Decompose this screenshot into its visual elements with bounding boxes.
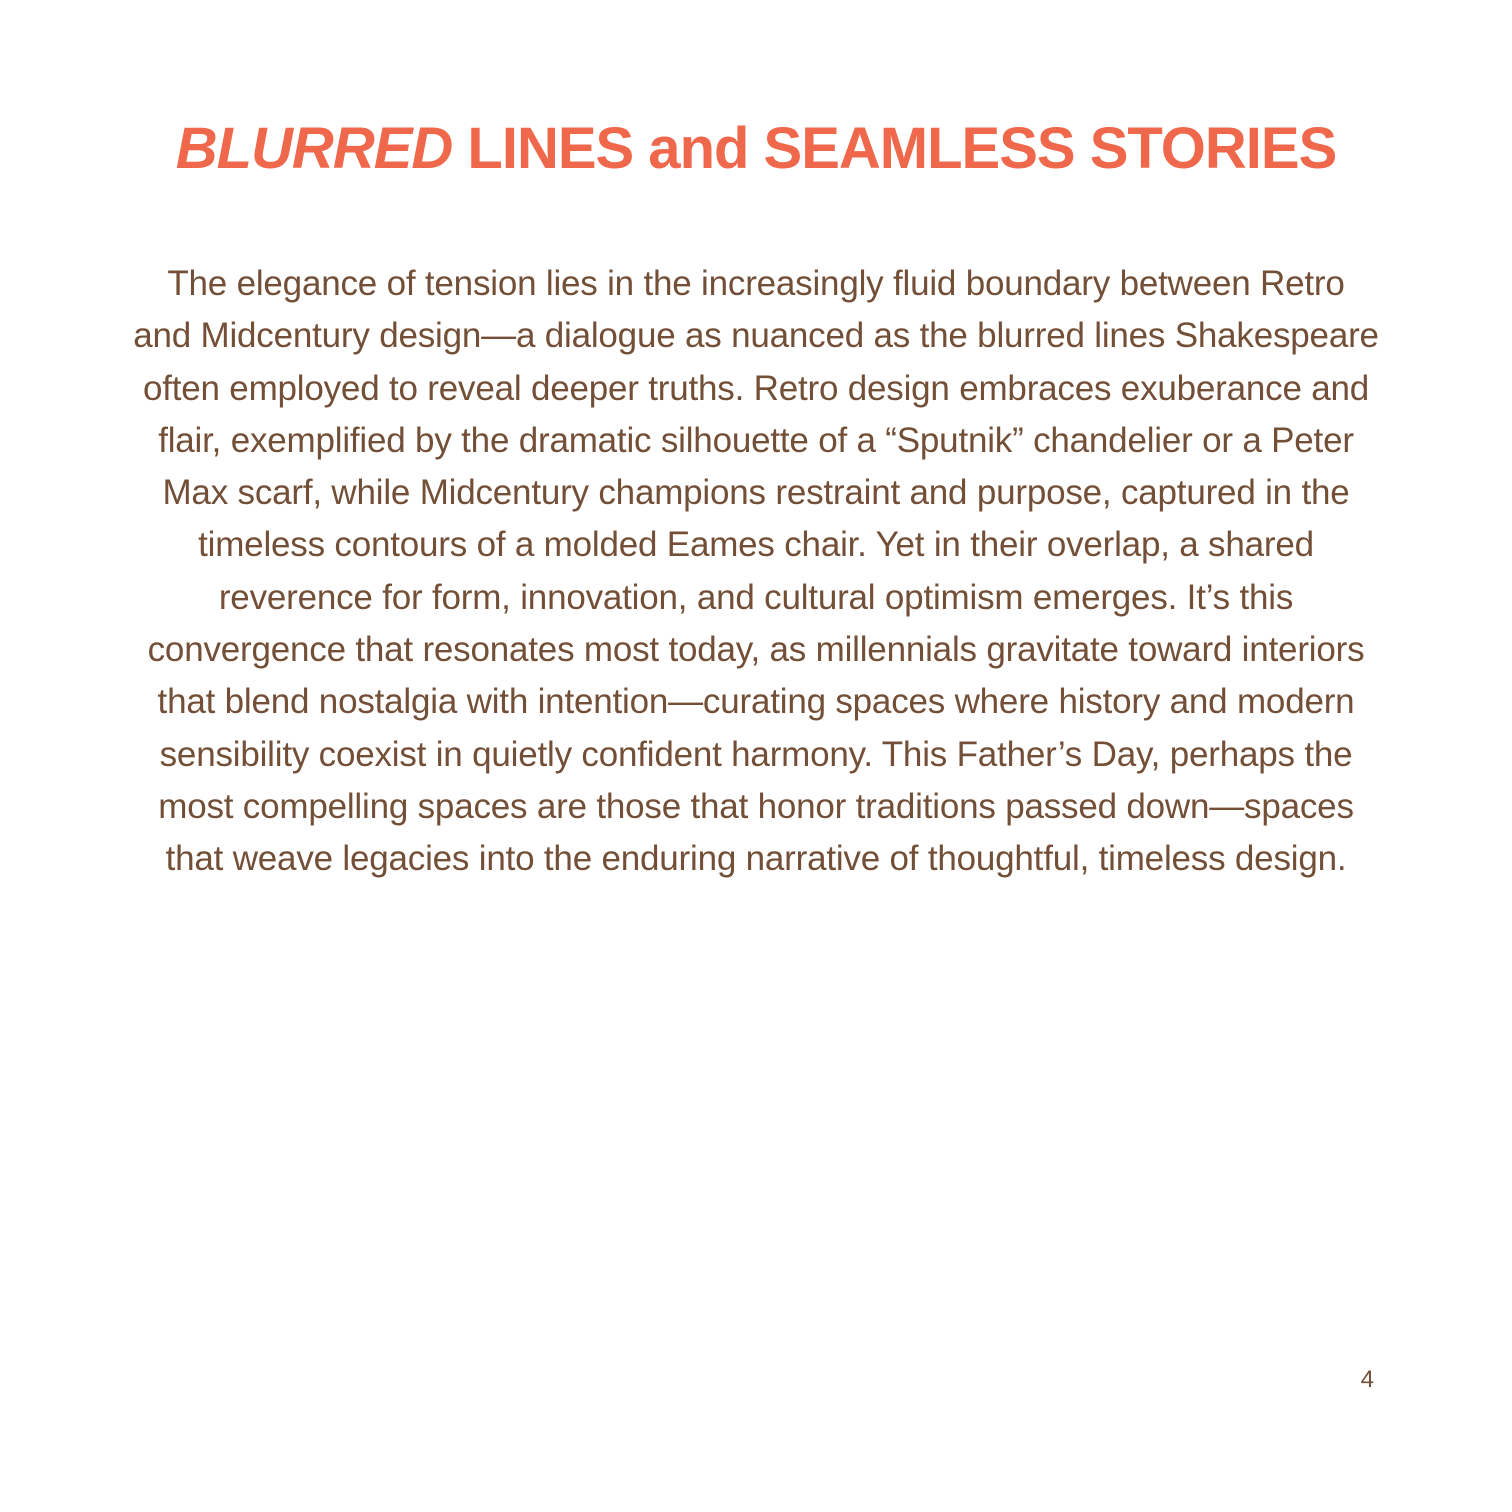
body-paragraph — [0, 258, 1512, 886]
body-line: The elegance of tension lies in the increasingly fluid boundary between Retro — [167, 264, 1345, 303]
page-number: 4 — [1360, 1366, 1374, 1393]
body-line: convergence that resonates most today, as millennials gravitate toward interiors — [147, 630, 1365, 670]
body-line: Max scarf, while Midcentury champions restraint and purpose, captured in the — [162, 473, 1350, 513]
body-line: timeless contours of a molded Eames chair. Yet in their overlap, a shared — [198, 525, 1314, 565]
body-line: flair, exemplified by the dramatic silhouette of a “Sputnik” chandelier or a Peter — [158, 420, 1354, 460]
body-line: most compelling spaces are those that honor traditions passed down—spaces — [158, 786, 1354, 826]
body-line: often employed to reveal deeper truths. Retro design embraces exuberance and — [142, 368, 1370, 408]
body-line: and Midcentury design—a dialogue as nuanced as the blurred lines Shakespeare — [133, 316, 1379, 356]
body-line: reverence for form, innovation, and cultural optimism emerges. It’s this — [218, 577, 1294, 617]
page-title-italic-word: BLURRED — [175, 116, 453, 181]
body-line: that weave legacies into the enduring narrative of thoughtful, timeless design. — [165, 839, 1347, 879]
body-line: that blend nostalgia with intention—curating spaces where history and modern — [157, 682, 1355, 722]
page-title — [0, 118, 1512, 180]
body-line: sensibility coexist in quietly confident harmony. This Father’s Day, perhaps the — [159, 734, 1353, 774]
page-title-regular-text: LINES and SEAMLESS STORIES — [452, 116, 1337, 181]
